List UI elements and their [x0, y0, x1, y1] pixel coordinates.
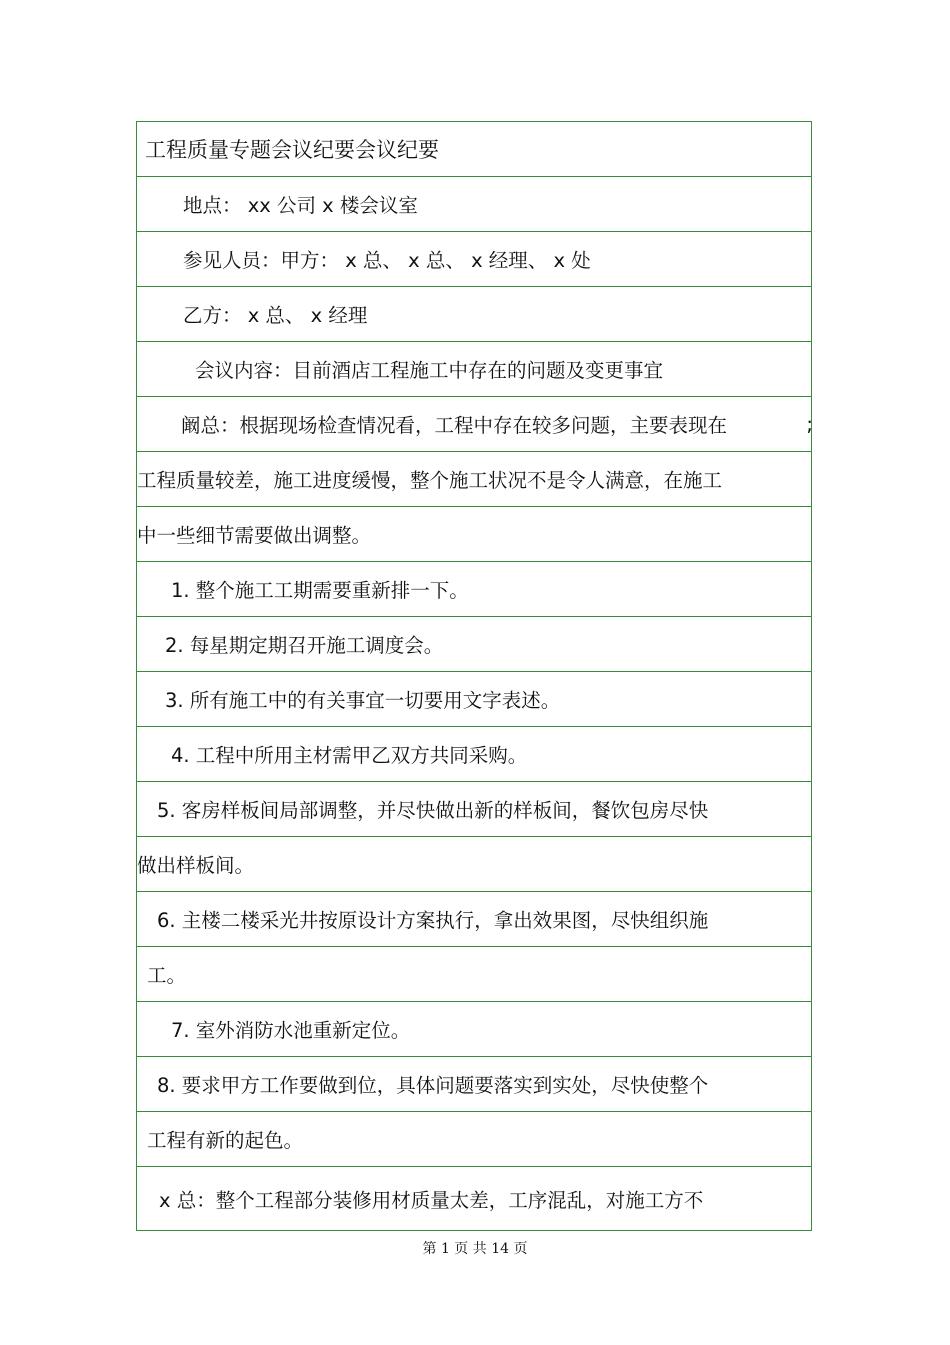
item-row-7: [137, 1002, 811, 1057]
list-item: 2. 每星期定期召开施工调度会。: [165, 634, 444, 657]
item-row-5-cont: [137, 837, 811, 892]
summary-line-2: 工程质量较差，施工进度缓慢，整个施工状况不是令人满意，在施工: [137, 469, 723, 492]
summary-row-2: [137, 452, 811, 507]
attendees-a-row: [137, 232, 811, 287]
item-row-8: [137, 1057, 811, 1112]
list-item: 1. 整个施工工期需要重新排一下。: [171, 579, 469, 602]
attendees-b-row: [137, 287, 811, 342]
list-item-continuation: 工。: [147, 964, 187, 987]
item-row-3: [137, 672, 811, 727]
list-item: 4. 工程中所用主材需甲乙双方共同采购。: [171, 744, 528, 767]
list-item: 8. 要求甲方工作要做到位，具体问题要落实到实处，尽快使整个: [157, 1074, 709, 1097]
document-title: 工程质量专题会议纪要会议纪要: [145, 138, 439, 162]
meeting-content: 会议内容：目前酒店工程施工中存在的问题及变更事宜: [195, 359, 664, 382]
item-row-6: [137, 892, 811, 947]
item-row-1: [137, 562, 811, 617]
attendees-party-a: 参见人员：甲方： x 总、 x 总、 x 经理、 x 处: [183, 249, 591, 272]
item-row-8-cont: [137, 1112, 811, 1167]
summary-line-1: 阚总：根据现场检查情况看，工程中存在较多问题，主要表现在: [181, 414, 728, 437]
list-item: 7. 室外消防水池重新定位。: [171, 1019, 411, 1042]
page-footer: 第 1 页 共 14 页: [422, 1241, 528, 1257]
content-row: [137, 342, 811, 397]
list-item-continuation: 做出样板间。: [137, 854, 255, 877]
list-item-continuation: 工程有新的起色。: [147, 1129, 304, 1152]
summary-row-3: [137, 507, 811, 562]
summary-semicolon: ;: [806, 412, 813, 436]
list-item: 3. 所有施工中的有关事宜一切要用文字表述。: [165, 689, 561, 712]
location-text: 地点： xx 公司 x 楼会议室: [183, 194, 418, 217]
title-row: [137, 122, 811, 177]
minutes-table: [136, 121, 812, 1231]
item-row-2: [137, 617, 811, 672]
list-item: 6. 主楼二楼采光井按原设计方案执行，拿出效果图，尽快组织施: [157, 909, 709, 932]
summary-line-3: 中一些细节需要做出调整。: [137, 524, 372, 547]
item-row-5: [137, 782, 811, 837]
attendees-party-b: 乙方： x 总、 x 经理: [183, 304, 368, 327]
list-item: 5. 客房样板间局部调整，并尽快做出新的样板间，餐饮包房尽快: [157, 799, 709, 822]
location-row: [137, 177, 811, 232]
x-summary-line-1: x 总：整个工程部分装修用材质量太差，工序混乱，对施工方不: [159, 1188, 704, 1212]
x-summary-row: [137, 1167, 811, 1230]
item-row-6-cont: [137, 947, 811, 1002]
summary-row-1: [137, 397, 811, 452]
item-row-4: [137, 727, 811, 782]
